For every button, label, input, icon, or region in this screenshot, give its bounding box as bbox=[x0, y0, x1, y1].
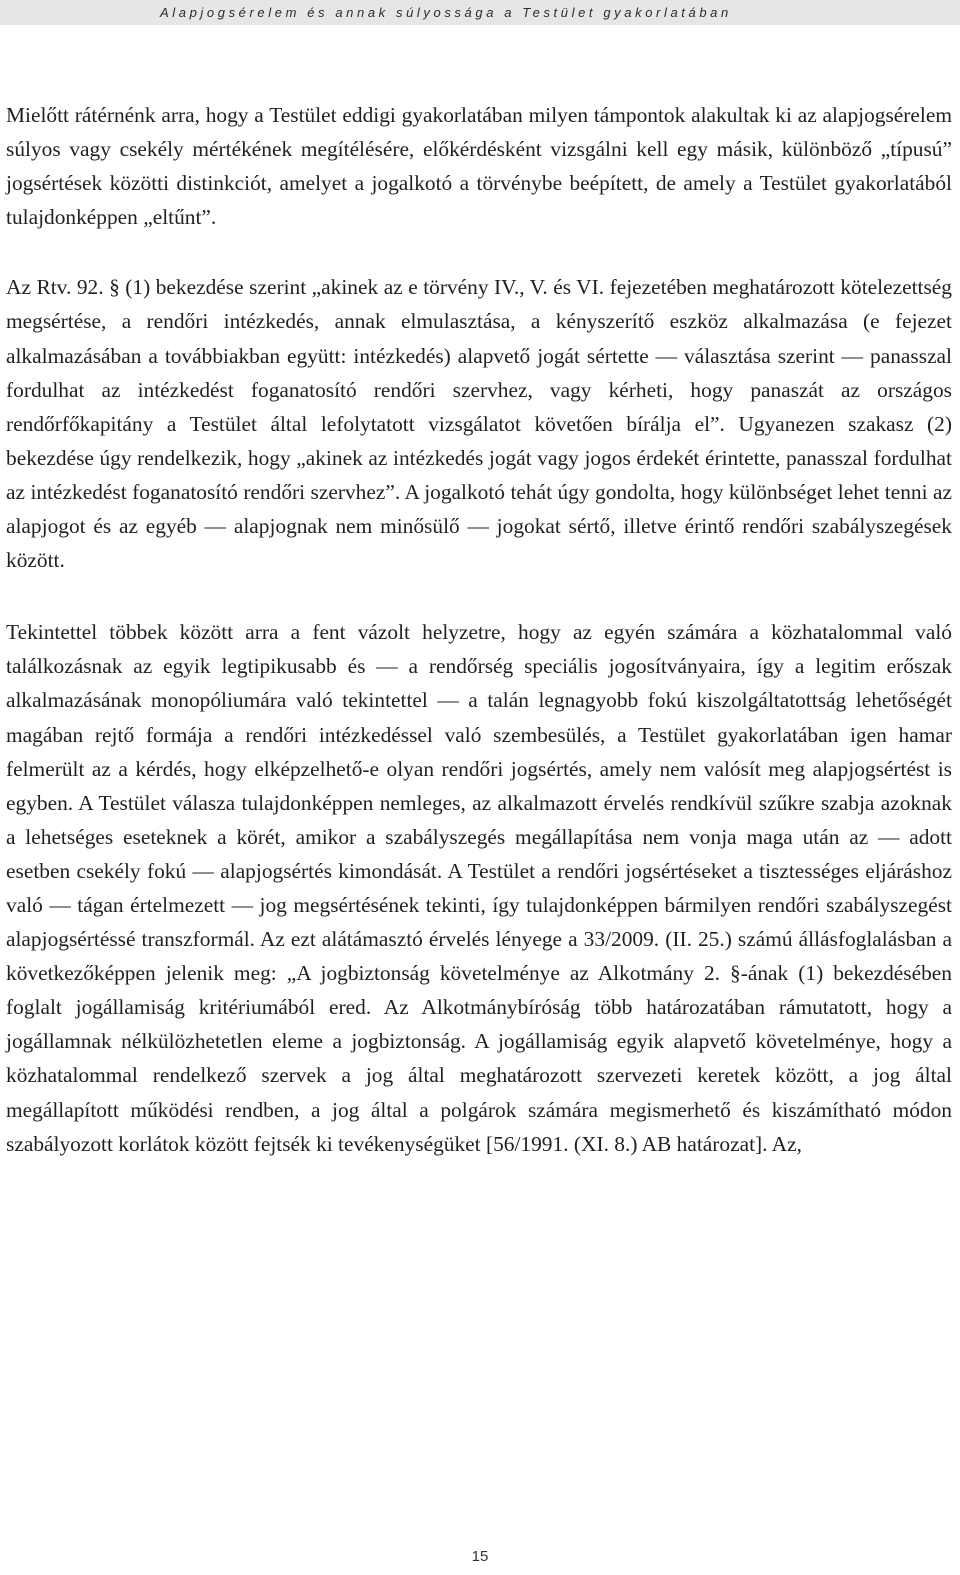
running-header: Alapjogsérelem és annak súlyossága a Testület gyakorlatában bbox=[0, 0, 960, 25]
paragraph-2: Az Rtv. 92. § (1) bekezdése szerint „akinek az e törvény IV., V. és VI. fejezetében meghatározott kötelezettség megsértése, a rendőri intézkedés, annak elmulasztása, a kényszerítő eszköz alkalmazása (e fejezet alkalmazásában a továbbiakban együtt: intézkedés) alapvető jogát sértette — választása szerint — panasszal fordulhat az intézkedést foganatosító rendőri szervhez, vagy kérheti, hogy panaszát az országos rendőrfőkapitány a Testület által lefolytatott vizsgálatot követően bírálja el”. Ugyanezen szakasz (2) bekezdése úgy rendelkezik, hogy „akinek az intézkedés jogát vagy jogos érdekét érintette, panasszal fordulhat az intézkedést foganatosító rendőri szervhez”. A jogalkotó tehát úgy gondolta, hogy különbséget lehet tenni az alapjogot és az egyéb — alapjognak nem minősülő — jogokat sértő, illetve érintő rendőri szabályszegések között. bbox=[6, 275, 952, 573]
document-body bbox=[6, 98, 952, 1161]
paragraph-3: Tekintettel többek között arra a fent vázolt helyzetre, hogy az egyén számára a közhatalommal való találkozásnak az egyik legtipikusabb és — a rendőrség speciális jogosítványaira, így a legitim erőszak alkalmazásának monopóliumára való tekintettel — a talán legnagyobb fokú kiszolgáltatottság lehetőségét magában rejtő formája a rendőri intézkedéssel való szembesülés, a Testület gyakorlatában igen hamar felmerült az a kérdés, hogy elképzelhető-e olyan rendőri jogsértés, amely nem valósít meg alapjogsértést is egyben. A Testület válasza tulajdonképpen nemleges, az alkalmazott érvelés rendkívül szűkre szabja azoknak a lehetséges eseteknek a körét, amikor a szabályszegés megállapítása nem vonja maga után az — adott esetben csekély fokú — alapjogsértés kimondását. A Testület a rendőri jogsértéseket a tisztességes eljáráshoz való — tágan értelmezett — jog megsértésének tekinti, így tulajdonképpen bármilyen rendőri szabályszegést alapjogsértéssé transzformál. Az ezt alátámasztó érvelés lényege a 33/2009. (II. 25.) számú állásfoglalásban a következőképpen jelenik meg: „A jogbiztonság követelménye az Alkotmány 2. §-ának (1) bekezdésében foglalt jogállamiság kritériumából ered. Az Alkotmánybíróság több határozatában rámutatott, hogy a jogállamnak nélkülözhetetlen eleme a jogbiztonság. A jogállamiság egyik alapvető követelménye, hogy a közhatalommal rendelkező szervek a jog által meghatározott szervezeti keretek között, a jog által megállapított működési rendben, a jog által a polgárok számára megismerhető és kiszámítható módon szabályozott korlátok között fejtsék ki tevékenységüket [56/1991. (XI. 8.) AB határozat]. Az, bbox=[6, 620, 952, 1156]
page-number: 15 bbox=[471, 1548, 489, 1565]
paragraph-1: Mielőtt rátérnénk arra, hogy a Testület eddigi gyakorlatában milyen támpontok alakultak ki az alapjogsérelem súlyos vagy csekély mértékének megítélésére, előkérdésként vizsgálni kell egy másik, különböző „típusú” jogsértések közötti distinkciót, amelyet a jogalkotó a törvénybe beépített, de amely a Testület gyakorlatából tulajdonképpen „eltűnt”. bbox=[6, 103, 952, 230]
